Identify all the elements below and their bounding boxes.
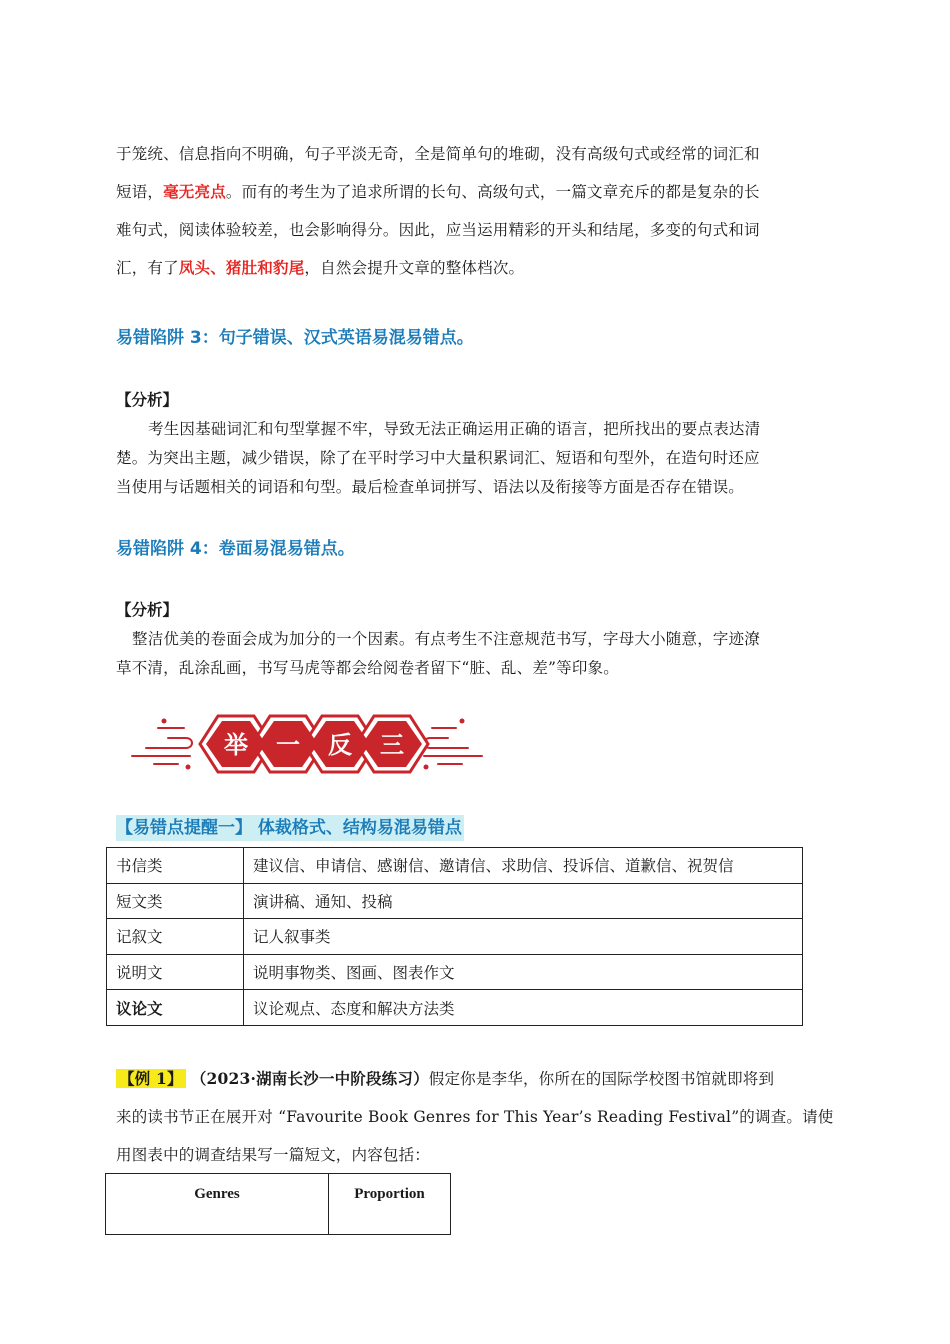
banner-char-3: 反 bbox=[328, 731, 352, 759]
left-cloud-ornament bbox=[132, 719, 192, 770]
table-cell-type: 记叙文 bbox=[107, 919, 244, 955]
table-row bbox=[107, 919, 803, 955]
intro-line-2 bbox=[116, 180, 760, 202]
highlight-text: 凤头、猪肚和豹尾 bbox=[178, 258, 305, 277]
example-line-1 bbox=[116, 1067, 774, 1089]
trap3-analysis-label: 【分析】 bbox=[116, 390, 179, 409]
trap3-line-2: 楚。为突出主题，减少错误，除了在平时学习中大量积累词汇、短语和句型外，在造句时还应 bbox=[116, 449, 760, 467]
trap4-analysis-label: 【分析】 bbox=[116, 600, 179, 619]
table-cell-content: 说明事物类、图画、图表作文 bbox=[244, 954, 803, 990]
intro-text: 。而有的考生为了追求所谓的长句、高级句式，一篇文章充斥的都是复杂的长 bbox=[225, 183, 760, 201]
reminder-heading: 【易错点提醒一】 体裁格式、结构易混易错点 bbox=[116, 815, 464, 841]
banner-graphic bbox=[128, 712, 488, 776]
table-row bbox=[107, 990, 803, 1026]
table-header-row bbox=[106, 1174, 451, 1235]
table-cell-type: 短文类 bbox=[107, 883, 244, 919]
trap4-line-2: 草不清，乱涂乱画，书写马虎等都会给阅卷者留下“脏、乱、差”等印象。 bbox=[116, 659, 619, 677]
trap3-heading: 易错陷阱 3：句子错误、汉式英语易混易错点。 bbox=[116, 328, 474, 348]
example-line-3: 用图表中的调查结果写一篇短文，内容包括： bbox=[116, 1146, 431, 1164]
table-cell-type: 书信类 bbox=[107, 848, 244, 884]
table-cell-type: 议论文 bbox=[107, 990, 244, 1026]
table-cell-content: 议论观点、态度和解决方法类 bbox=[244, 990, 803, 1026]
intro-line-4 bbox=[116, 256, 524, 278]
highlight-text: 毫无亮点 bbox=[163, 182, 226, 201]
trap3-line-3: 当使用与话题相关的词语和句型。最后检查单词拼写、语法以及衔接等方面是否存在错误。 bbox=[116, 478, 745, 496]
table-row bbox=[107, 954, 803, 990]
genre-proportion-table bbox=[105, 1173, 451, 1235]
intro-text: 汇，有了 bbox=[116, 259, 179, 277]
example-text: 假定你是李华，你所在的国际学校图书馆就即将到 bbox=[428, 1070, 775, 1088]
example-line-2: 来的读书节正在展开对 “Favourite Book Genres for This Year’s Reading Festival”的调查。请使 bbox=[116, 1108, 834, 1126]
banner-char-1: 举 bbox=[224, 731, 248, 759]
trap3-line-1: 考生因基础词汇和句型掌握不牢，导致无法正确运用正确的语言，把所找出的要点表达清 bbox=[148, 420, 761, 438]
table-row bbox=[107, 848, 803, 884]
table-cell-type: 说明文 bbox=[107, 954, 244, 990]
table-header-genres: Genres bbox=[106, 1174, 329, 1235]
banner-char-2: 一 bbox=[276, 731, 300, 759]
intro-text: 短语， bbox=[116, 183, 164, 201]
genre-type-table bbox=[106, 847, 803, 1026]
right-cloud-ornament bbox=[424, 719, 483, 770]
intro-line-1: 于笼统、信息指向不明确，句子平淡无奇，全是简单句的堆砌，没有高级句式或经常的词汇和 bbox=[116, 145, 760, 163]
example-source: （2023·湖南长沙一中阶段练习） bbox=[190, 1069, 429, 1088]
intro-text: ，自然会提升文章的整体档次。 bbox=[304, 259, 525, 277]
table-cell-content: 记人叙事类 bbox=[244, 919, 803, 955]
table-cell-content: 建议信、申请信、感谢信、邀请信、求助信、投诉信、道歉信、祝贺信 bbox=[244, 848, 803, 884]
table-row bbox=[107, 883, 803, 919]
trap4-heading: 易错陷阱 4：卷面易混易错点。 bbox=[116, 539, 355, 559]
trap4-line-1: 整洁优美的卷面会成为加分的一个因素。有点考生不注意规范书写，字母大小随意，字迹潦 bbox=[132, 630, 761, 648]
example-tag: 【例 1】 bbox=[116, 1069, 186, 1088]
table-header-proportion: Proportion bbox=[329, 1174, 451, 1235]
intro-line-3: 难句式，阅读体验较差，也会影响得分。因此，应当运用精彩的开头和结尾，多变的句式和词 bbox=[116, 221, 760, 239]
table-cell-content: 演讲稿、通知、投稿 bbox=[244, 883, 803, 919]
banner-char-4: 三 bbox=[380, 731, 404, 759]
